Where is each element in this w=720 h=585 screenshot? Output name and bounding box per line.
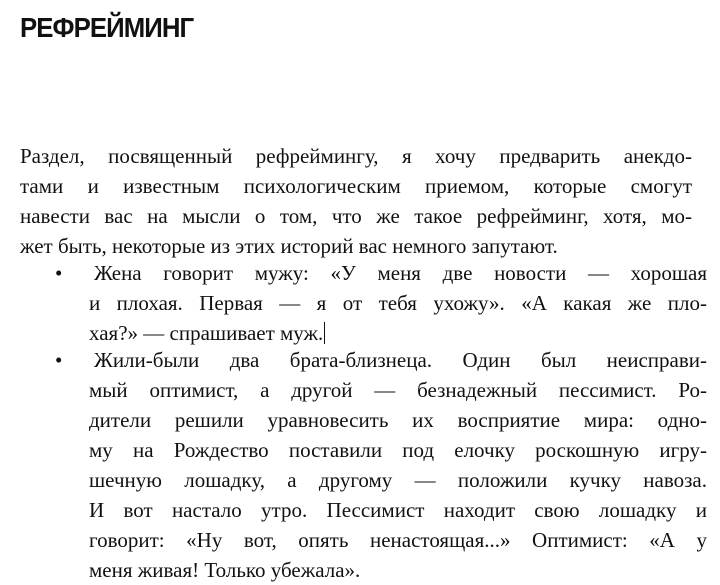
list-item-text (89, 345, 707, 585)
text-line: шечную лошадку, а другому — положили кучку навоза. (89, 468, 707, 492)
text-line: мый оптимист, а другой — безнадежный пессимист. Ро- (89, 378, 707, 402)
text-line: тами и известным психологическим приемом, которые смогут (20, 174, 692, 198)
intro-paragraph (20, 141, 692, 261)
text-cursor (324, 322, 325, 344)
text-line: Жили-были два брата-близнеца. Один был неисправи- (94, 348, 707, 372)
text-line: Жена говорит мужу: «У меня две новости — хорошая (94, 261, 707, 285)
text-line: Раздел, посвященный рефреймингу, я хочу предварить анекдо- (20, 144, 692, 168)
list-item-text (89, 258, 707, 348)
text-line: жет быть, некоторые из этих историй вас немного запутают. (20, 234, 558, 258)
page-title: РЕФРЕЙМИНГ (20, 12, 194, 43)
text-line: хая?» — спрашивает муж. (89, 321, 324, 345)
text-line: И вот настало утро. Пессимист находит свою лошадку и (89, 498, 707, 522)
text-line: говорит: «Ну вот, опять ненастоящая...» Оптимист: «А у (89, 528, 707, 552)
text-line: навести вас на мысли о том, что же такое рефрейминг, хотя, мо- (20, 204, 692, 228)
text-line-with-cursor[interactable] (89, 318, 707, 348)
bullet-icon: • (55, 348, 63, 372)
bullet-icon: • (55, 261, 63, 285)
text-line: му на Рождество поставили под елочку роскошную игру- (89, 438, 707, 462)
text-line: дители решили уравновесить их восприятие мира: одно- (89, 408, 707, 432)
text-line: и плохая. Первая — я от тебя ухожу». «А какая же пло- (89, 291, 707, 315)
text-line: меня живая! Только убежала». (89, 558, 361, 582)
